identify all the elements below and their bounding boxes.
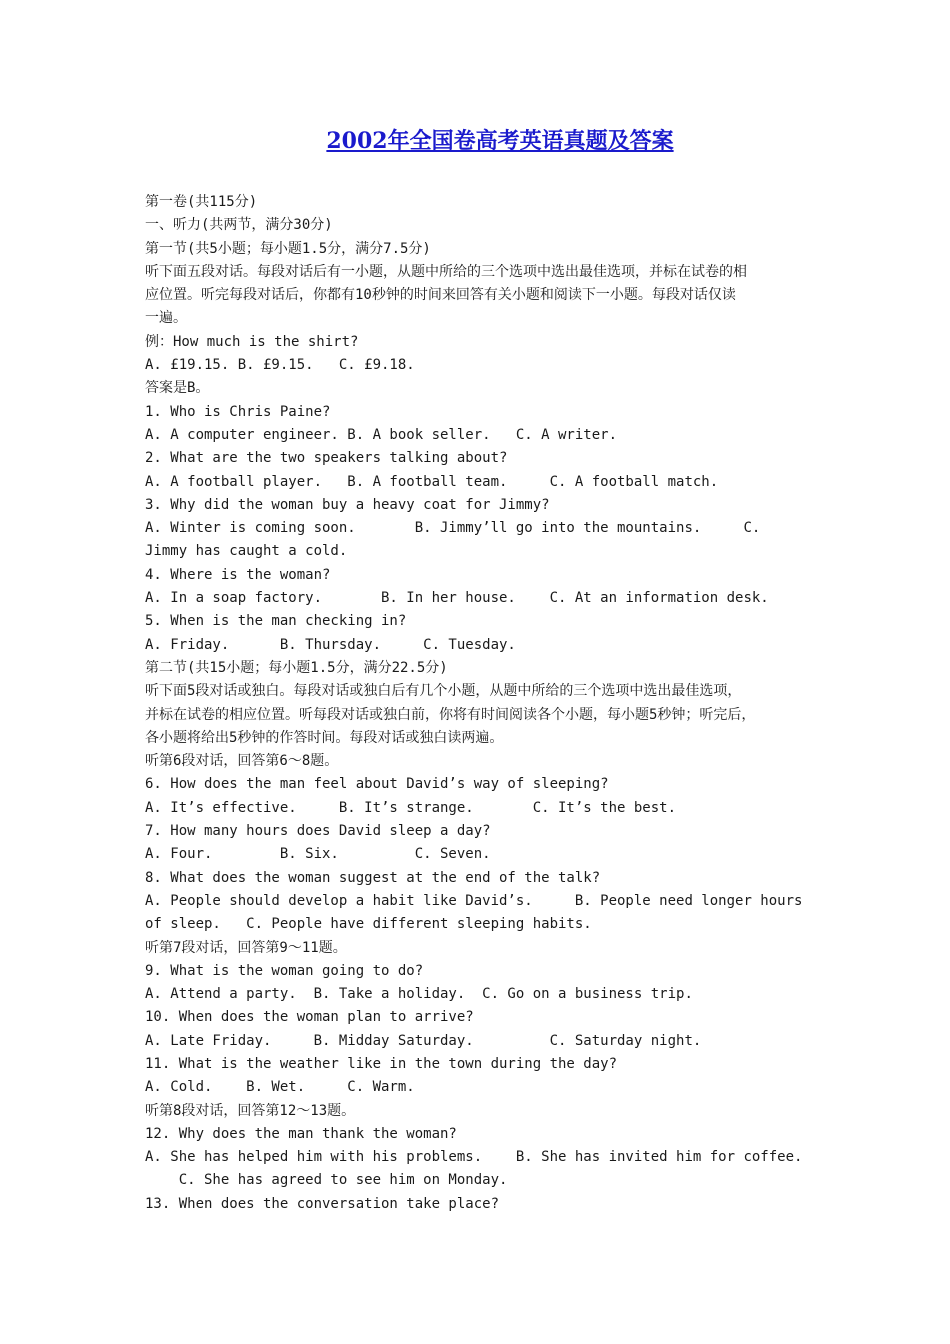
text-line: A. She has helped him with his problems. B. She has invited him for coffee. (145, 1149, 803, 1166)
text-line: 13. When does the conversation take place? (145, 1195, 500, 1212)
text-line: of sleep. C. People have different sleeping habits. (145, 916, 592, 933)
text-line: 各小题将给出5秒钟的作答时间。每段对话或独白读两遍。 (145, 729, 504, 746)
text-line: 听下面5段对话或独白。每段对话或独白后有几个小题，从题中所给的三个选项中选出最佳选项， (145, 683, 742, 700)
text-line: A. Late Friday. B. Midday Saturday. C. Saturday night. (145, 1032, 702, 1049)
text-line: 例：How much is the shirt? (145, 333, 359, 350)
text-line: Jimmy has caught a cold. (145, 543, 348, 560)
text-line: A. £19.15. B. £9.15. C. £9.18. (145, 357, 415, 374)
text-line: 听下面五段对话。每段对话后有一小题，从题中所给的三个选项中选出最佳选项，并标在试卷的相 (145, 263, 747, 280)
text-line: A. Winter is coming soon. B. Jimmy’ll go into the mountains. C. (145, 520, 761, 537)
text-line: A. It’s effective. B. It’s strange. C. It’s the best. (145, 799, 677, 816)
text-line: A. Cold. B. Wet. C. Warm. (145, 1079, 415, 1096)
text-line: A. A computer engineer. B. A book seller. C. A writer. (145, 426, 618, 443)
text-line: 5. When is the man checking in? (145, 613, 407, 630)
text-line: 12. Why does the man thank the woman? (145, 1125, 457, 1142)
text-line: 听第6段对话，回答第6～8题。 (145, 753, 339, 770)
text-line: 4. Where is the woman? (145, 566, 331, 583)
text-line: 一、听力(共两节，满分30分) (145, 217, 333, 234)
text-line: 听第7段对话，回答第9～11题。 (145, 939, 347, 956)
text-line: 第一卷(共115分) (145, 194, 258, 210)
document-title[interactable]: 2002年全国卷高考英语真题及答案 (326, 128, 674, 154)
text-line: 一遍。 (145, 310, 187, 327)
text-line: 1. Who is Chris Paine? (145, 403, 331, 420)
text-line: A. People should develop a habit like David’s. B. People need longer hours (145, 892, 803, 909)
text-line: A. Friday. B. Thursday. C. Tuesday. (145, 636, 516, 653)
text-line: 答案是B。 (145, 380, 210, 397)
text-line: 8. What does the woman suggest at the end of the talk? (145, 869, 601, 886)
document-body (145, 191, 825, 1216)
text-line: 并标在试卷的相应位置。听每段对话或独白前，你将有时间阅读各个小题，每小题5秒钟；听完后， (145, 706, 756, 723)
text-line: 7. How many hours does David sleep a day? (145, 823, 491, 840)
text-line: 11. What is the weather like in the town during the day? (145, 1055, 618, 1072)
text-line: 第二节(共15小题；每小题1.5分，满分22.5分) (145, 659, 448, 676)
text-line: 应位置。听完每段对话后，你都有10秒钟的时间来回答有关小题和阅读下一小题。每段对话仅读 (145, 287, 736, 304)
text-line: 第一节(共5小题；每小题1.5分，满分7.5分) (145, 240, 431, 257)
text-line: A. A football player. B. A football team. C. A football match. (145, 473, 719, 490)
text-line: 10. When does the woman plan to arrive? (145, 1009, 474, 1026)
text-line: 3. Why did the woman buy a heavy coat for Jimmy? (145, 496, 550, 513)
text-line: C. She has agreed to see him on Monday. (145, 1172, 508, 1189)
text-line: 2. What are the two speakers talking about? (145, 450, 508, 467)
text-line: 6. How does the man feel about David’s way of sleeping? (145, 776, 609, 793)
text-line: 听第8段对话，回答第12～13题。 (145, 1102, 356, 1119)
text-line: A. Attend a party. B. Take a holiday. C. Go on a business trip. (145, 986, 693, 1003)
text-line: A. In a soap factory. B. In her house. C. At an information desk. (145, 590, 769, 607)
text-line: 9. What is the woman going to do? (145, 962, 424, 979)
text-line: A. Four. B. Six. C. Seven. (145, 846, 491, 863)
